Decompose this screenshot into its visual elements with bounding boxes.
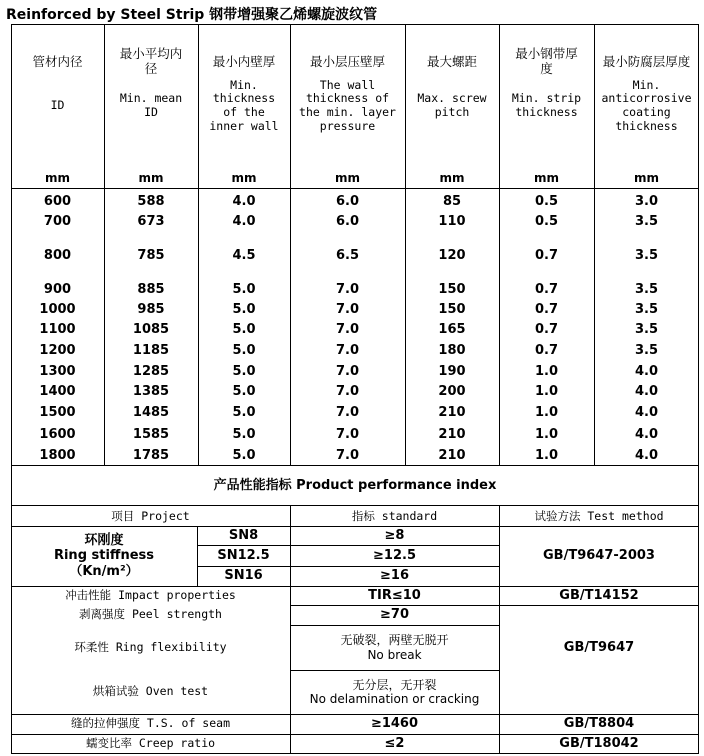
table-cell: 7.0: [335, 427, 360, 443]
table-cell: 1085: [132, 322, 170, 338]
table-cell: 5.0: [232, 405, 256, 421]
col-standard: 指标 standard: [351, 508, 438, 523]
header-en-3: The wall thickness of the min. layer pressure: [299, 77, 396, 133]
ring-stiffness-test: GB/T9647-2003: [543, 548, 655, 564]
header-en-0: ID: [50, 98, 65, 113]
header-zh-3: 最小层压壁厚: [309, 53, 385, 69]
flex-value: 无破裂，两壁无脱开 No break: [340, 633, 449, 662]
table-cell: 588: [137, 194, 165, 210]
table-cell: 180: [438, 343, 466, 359]
row-id-cell: 1800: [39, 448, 76, 464]
header-zh-5: 最小钢带厚 度: [515, 46, 578, 76]
table-cell: 5.0: [232, 322, 256, 338]
table-cell: 0.7: [534, 322, 559, 338]
table-cell: 1185: [132, 343, 170, 359]
header-unit-4: mm: [439, 170, 465, 185]
table-cell: 5.0: [232, 364, 256, 380]
header-unit-5: mm: [533, 170, 559, 185]
table-cell: 4.0: [634, 405, 659, 421]
table-cell: 1.0: [534, 364, 559, 380]
table-cell: 190: [438, 364, 466, 380]
row-id-cell: 1200: [39, 343, 76, 359]
table-cell: 7.0: [335, 405, 360, 421]
table-cell: 7.0: [335, 343, 360, 359]
stiffness-value: ≥12.5: [373, 547, 416, 563]
oven-value: 无分层，无开裂 No delamination or cracking: [309, 677, 480, 706]
oven-label: 烘箱试验 Oven test: [92, 684, 209, 699]
stiffness-grade: SN12.5: [217, 547, 270, 563]
table-cell: 3.5: [634, 343, 659, 359]
table-cell: 165: [438, 322, 466, 338]
header-en-1: Min. mean ID: [119, 91, 183, 119]
impact-test: GB/T14152: [559, 588, 639, 604]
rule-line: [11, 24, 699, 25]
seam-label: 缝的拉伸强度 T.S. of seam: [70, 716, 230, 731]
table-cell: 4.5: [232, 248, 256, 264]
header-unit-1: mm: [138, 170, 164, 185]
table-cell: 150: [438, 302, 466, 318]
table-cell: 120: [438, 248, 466, 264]
table-cell: 7.0: [335, 302, 360, 318]
row-id-cell: 800: [43, 248, 72, 264]
col-project: 项目 Project: [111, 508, 190, 523]
table-cell: 3.5: [634, 248, 659, 264]
table-cell: 5.0: [232, 427, 256, 443]
table-cell: 0.7: [534, 248, 559, 264]
seam-test: GB/T8804: [563, 716, 635, 732]
table-cell: 1.0: [534, 427, 559, 443]
table-cell: 5.0: [232, 343, 256, 359]
header-zh-6: 最小防腐层厚度: [602, 53, 691, 69]
table-cell: 6.0: [335, 214, 360, 230]
table-cell: 3.5: [634, 282, 659, 298]
row-id-cell: 900: [43, 282, 72, 298]
flex-test: GB/T9647: [563, 639, 635, 655]
row-id-cell: 1600: [39, 427, 76, 443]
header-en-4: Max. screw pitch: [417, 91, 487, 119]
table-cell: 0.7: [534, 343, 559, 359]
table-cell: 1785: [132, 448, 170, 464]
table-cell: 3.5: [634, 302, 659, 318]
row-id-cell: 1500: [39, 405, 76, 421]
row-id-cell: 1000: [39, 302, 76, 318]
table-cell: 200: [438, 384, 466, 400]
table-cell: 1285: [132, 364, 170, 380]
table-cell: 7.0: [335, 364, 360, 380]
table-cell: 4.0: [634, 427, 659, 443]
rule-line: [11, 505, 699, 506]
row-id-cell: 1300: [39, 364, 76, 380]
table-cell: 6.5: [335, 248, 360, 264]
table-cell: 85: [442, 194, 462, 210]
table-cell: 5.0: [232, 282, 256, 298]
header-en-5: Min. strip thickness: [511, 91, 582, 119]
table-cell: 1.0: [534, 405, 559, 421]
header-zh-2: 最小内壁厚: [212, 53, 276, 69]
stiffness-grade: SN16: [224, 568, 263, 584]
creep-label: 蠕变比率 Creep ratio: [85, 736, 216, 751]
table-cell: 673: [137, 214, 165, 230]
table-cell: 3.5: [634, 322, 659, 338]
table-cell: 150: [438, 282, 466, 298]
header-en-2: Min. thickness of the inner wall: [209, 77, 279, 133]
table-cell: 6.0: [335, 194, 360, 210]
header-zh-1: 最小平均内 径: [119, 46, 183, 76]
table-cell: 5.0: [232, 302, 256, 318]
seam-value: ≥1460: [370, 716, 419, 732]
table-cell: 7.0: [335, 282, 360, 298]
stiffness-grade: SN8: [228, 527, 259, 543]
table-cell: 7.0: [335, 448, 360, 464]
table-cell: 1.0: [534, 384, 559, 400]
table-cell: 3.0: [634, 194, 659, 210]
header-en-6: Min. anticorrosive coating thickness: [601, 77, 692, 133]
document-title: Reinforced by Steel Strip 钢带增强聚乙烯螺旋波纹管: [6, 7, 378, 23]
creep-value: ≤2: [384, 736, 405, 752]
header-unit-2: mm: [231, 170, 257, 185]
table-cell: 0.7: [534, 282, 559, 298]
stiffness-value: ≥16: [380, 568, 409, 584]
header-unit-6: mm: [633, 170, 659, 185]
table-cell: 4.0: [634, 448, 659, 464]
table-cell: 1585: [132, 427, 170, 443]
impact-value: TIR≤10: [368, 588, 421, 604]
ring-stiffness-label: 环刚度 Ring stiffness （Kn/m²）: [53, 533, 155, 579]
row-id-cell: 1100: [39, 322, 76, 338]
table-cell: 785: [137, 248, 165, 264]
impact-label: 冲击性能 Impact properties: [65, 588, 236, 603]
header-zh-4: 最大螺距: [426, 53, 477, 69]
table-cell: 210: [438, 405, 466, 421]
table-cell: 0.5: [534, 214, 559, 230]
table-cell: 7.0: [335, 384, 360, 400]
rule-line: [11, 188, 699, 189]
peel-label: 剥离强度 Peel strength: [79, 607, 222, 622]
table-cell: 7.0: [335, 322, 360, 338]
peel-value: ≥70: [380, 607, 409, 623]
table-cell: 110: [438, 214, 466, 230]
table-cell: 4.0: [634, 364, 659, 380]
table-cell: 1385: [132, 384, 170, 400]
table-cell: 1.0: [534, 448, 559, 464]
table-cell: 5.0: [232, 384, 256, 400]
table-cell: 985: [137, 302, 165, 318]
table-cell: 3.5: [634, 214, 659, 230]
creep-test: GB/T18042: [559, 736, 639, 752]
table-cell: 4.0: [232, 214, 256, 230]
spec-sheet: [11, 24, 699, 754]
table-cell: 5.0: [232, 448, 256, 464]
flex-label: 环柔性 Ring flexibility: [74, 639, 227, 654]
table-cell: 4.0: [634, 384, 659, 400]
stiffness-value: ≥8: [384, 527, 405, 543]
table-cell: 210: [438, 448, 466, 464]
header-unit-0: mm: [44, 170, 70, 185]
table-cell: 0.5: [534, 194, 559, 210]
row-id-cell: 700: [43, 214, 72, 230]
table-cell: 4.0: [232, 194, 256, 210]
table-cell: 885: [137, 282, 165, 298]
row-id-cell: 600: [43, 194, 72, 210]
header-unit-3: mm: [334, 170, 360, 185]
table-cell: 210: [438, 427, 466, 443]
performance-heading: 产品性能指标 Product performance index: [213, 477, 497, 493]
table-cell: 0.7: [534, 302, 559, 318]
col-test: 试验方法 Test method: [534, 508, 664, 523]
header-zh-0: 管材内径: [32, 53, 83, 69]
table-cell: 1485: [132, 405, 170, 421]
row-id-cell: 1400: [39, 384, 76, 400]
